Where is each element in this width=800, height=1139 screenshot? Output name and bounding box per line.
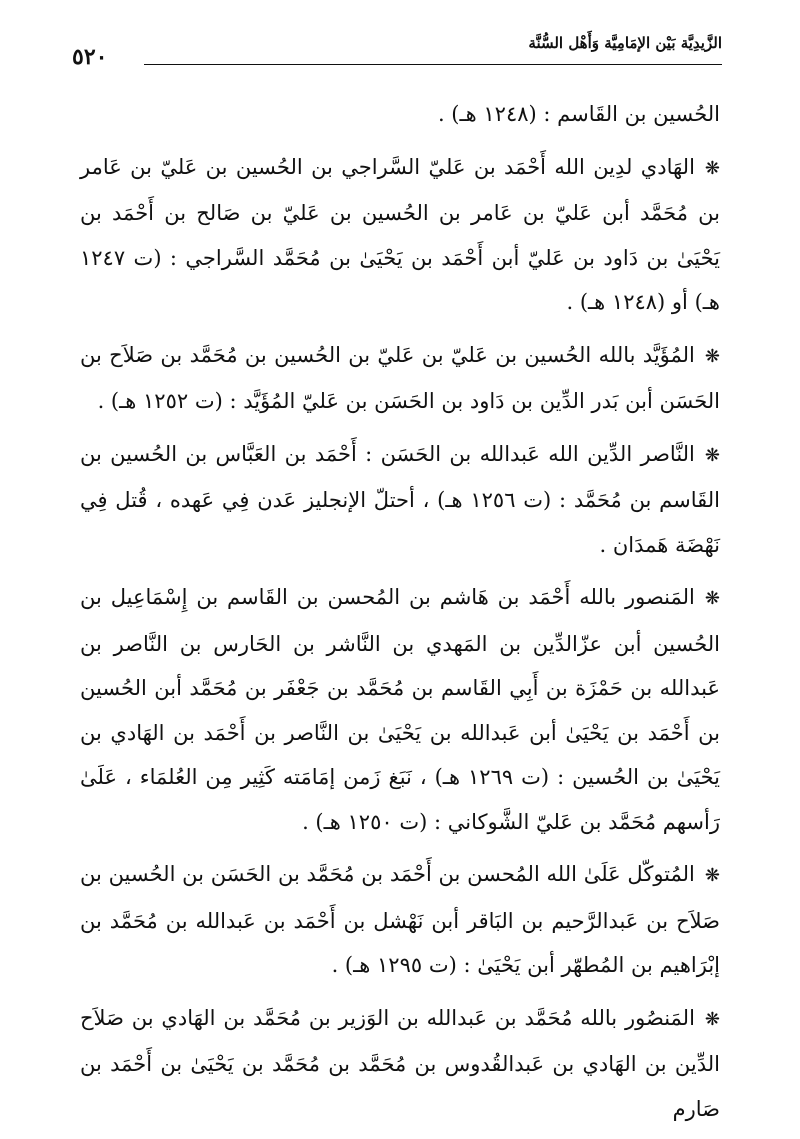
paragraph	[80, 432, 720, 568]
bullet-icon: ❋	[704, 444, 720, 466]
paragraph	[80, 333, 720, 424]
paragraph	[80, 852, 720, 988]
paragraph-text: الهَادي لدِين الله أَحْمَد بن عَليّ السَّراجي بن الحُسين بن عَليّ بن عَامر بن مُحَمَّد أبن عَليّ بن عَامر بن الحُسين بن عَليّ بن صَالح بن أَحْمَد بن يَحْيَىٰ بن دَاود بن عَليّ أبن أَحْمَد بن يَحْيَىٰ بن مُحَمَّد السَّراجي : (ت ١٢٤٧ هـ) أو (١٢٤٨ هـ) .	[80, 154, 720, 314]
paragraph-text: المَنصور بالله أَحْمَد بن هَاشم بن المُحسن بن القَاسم بن إِسْمَاعِيل بن الحُسين أبن عزّالدِّين بن المَهدي بن النَّاشر بن الحَارس بن النَّاصر بن عَبدالله بن حَمْزَة بن أَبِي القَاسم بن مُحَمَّد بن جَعْفَر بن مُحَمَّد أبن الحُسين بن أَحْمَد بن يَحْيَىٰ أبن عَبدالله بن يَحْيَىٰ بن النَّاصر بن أَحْمَد بن الهَادي بن يَحْيَىٰ بن الحُسين : (ت ١٢٦٩ هـ) ، نَبَغ زَمن إمَامَته كَثِير مِن العُلمَاء ، عَلَىٰ رَأسهم مُحَمَّد بن عَليّ الشَّوكاني : (ت ١٢٥٠ هـ) .	[80, 585, 720, 834]
page-header	[72, 34, 722, 74]
page-number: ٥٢٠	[72, 44, 108, 70]
body-text	[80, 92, 720, 1139]
paragraph-text: النَّاصر الدِّين الله عَبدالله بن الحَسَن : أَحْمَد بن العَبَّاس بن الحُسين بن القَاسم بن مُحَمَّد : (ت ١٢٥٦ هـ) ، أحتلّ الإنجليز عَدن فِي عَهده ، قُتل فِي نَهْضَة هَمدَان .	[80, 441, 720, 557]
bullet-icon: ❋	[704, 1008, 720, 1030]
bullet-icon: ❋	[704, 157, 720, 179]
paragraph	[80, 575, 720, 844]
paragraph	[80, 145, 720, 325]
paragraph	[80, 92, 720, 137]
paragraph-text: المُؤَيَّد بالله الحُسين بن عَليّ بن عَليّ بن الحُسين بن مُحَمَّد بن صَلاَح بن الحَسَن أبن بَدر الدِّين بن دَاود بن الحَسَن بن عَليّ المُؤَيَّد : (ت ١٢٥٢ هـ) .	[80, 342, 720, 413]
running-title: الزَّيدِيَّة بَيْن الإمَامِيَّة وَأَهْل السُّنَّة	[528, 34, 722, 52]
paragraph-text: المُتوكّل عَلَىٰ الله المُحسن بن أَحْمَد بن مُحَمَّد بن الحَسَن بن الحُسين بن صَلاَح بن عَبدالرَّحيم بن البَاقر أبن نَهْشل بن أَحْمَد بن عَبدالله بن مُحَمَّد بن إبْرَاهيم بن المُطهّر أبن يَحْيَىٰ : (ت ١٢٩٥ هـ) .	[80, 862, 720, 977]
bullet-icon: ❋	[704, 865, 720, 886]
paragraph-text: الحُسين بن القَاسم : (١٢٤٨ هـ) .	[437, 102, 720, 126]
header-rule	[144, 64, 722, 65]
paragraph-text: المَنصُور بالله مُحَمَّد بن عَبدالله بن الوَزير بن مُحَمَّد بن الهَادي بن صَلاَح الدِّين بن الهَادي بن عَبدالقُدوس بن مُحَمَّد بن مُحَمَّد بن يَحْيَىٰ بن أَحْمَد بن صَارم	[80, 1005, 720, 1121]
bullet-icon: ❋	[704, 588, 720, 609]
paragraph	[80, 996, 720, 1132]
bullet-icon: ❋	[704, 345, 720, 367]
